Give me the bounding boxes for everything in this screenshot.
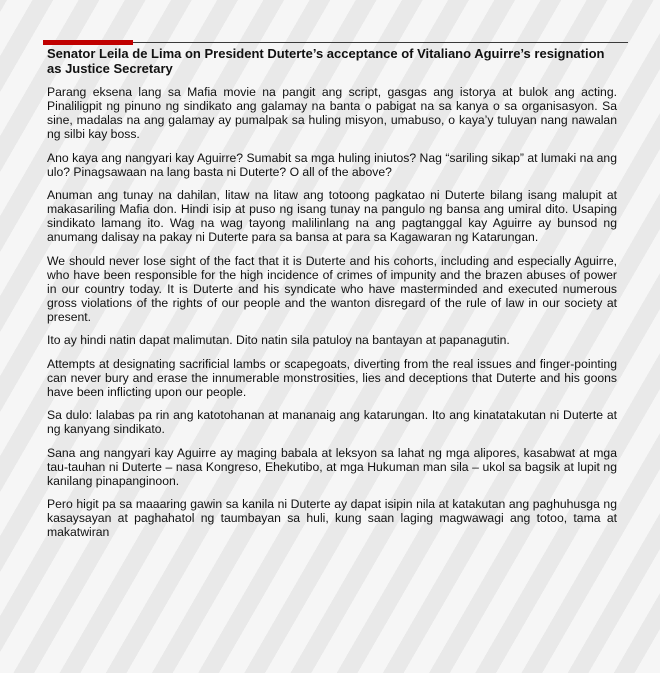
statement-document xyxy=(47,46,617,549)
statement-title: Senator Leila de Lima on President Duterte’s acceptance of Vitaliano Aguirre’s resignation as Justice Secretary xyxy=(47,46,605,76)
paragraph-9: Pero higit pa sa maaaring gawin sa kanila ni Duterte ay dapat isipin nila at katakutan ang paghuhusga ng kasaysayan at paghahatol ng taumbayan sa huli, kung saan laging magwawagi ang totoo, tama at makatwiran xyxy=(47,497,617,539)
paragraph-6: Attempts at designating sacrificial lambs or scapegoats, diverting from the real issues and finger-pointing can never bury and erase the innumerable monstrosities, lies and deceptions that Duterte and his goons have been inflicting upon our people. xyxy=(47,356,617,399)
header-rule xyxy=(133,42,628,43)
paragraph-5: Ito ay hindi natin dapat malimutan. Dito natin sila patuloy na bantayan at papanagutin. xyxy=(47,333,510,347)
red-accent-bar xyxy=(43,40,133,45)
paragraph-4: We should never lose sight of the fact that it is Duterte and his cohorts, including and especially Aguirre, who have been responsible for the high incidence of crimes of impunity and the brazen abuses of power in our country today. It is Duterte and his syndicate who have masterminded and executed numerous gross violations of the rights of our people and the wanton disregard of the rule of law in our society at present. xyxy=(47,253,617,324)
paragraph-3: Anuman ang tunay na dahilan, litaw na litaw ang totoong pagkatao ni Duterte bilang isang malupit at makasariling Mafia don. Hindi isip at puso ng isang tunay na pangulo ng bansa ang umiral dito. Usaping sindikato lamang ito. Wag na wag tayong malilinlang na ang pagtanggal kay Aguirre ay bunsod ng anumang dalisay na pakay ni Duterte para sa bansa at para sa Kagawaran ng Katarungan. xyxy=(47,188,617,244)
paragraph-8: Sana ang nangyari kay Aguirre ay maging babala at leksyon sa lahat ng mga alipores, kasabwat at mga tau-tauhan ni Duterte – nasa Kongreso, Ehekutibo, at mga Hukuman man sila – ukol sa bagsik at lupit ng kanilang pinapanginoon. xyxy=(47,445,617,488)
paragraph-7: Sa dulo: lalabas pa rin ang katotohanan at mananaig ang katarungan. Ito ang kinatatakutan ni Duterte at ng kanyang sindikato. xyxy=(47,408,617,436)
paragraph-1: Parang eksena lang sa Mafia movie na pangit ang script, gasgas ang istorya at bulok ang acting. Pinaliligpit ng pinuno ng sindikato ang galamay na banta o pabigat na sa kanya o sa organisasyon. Sa sine, madalas na ang galamay ay pumalpak sa huling misyon, umabuso, o kaya’y tuluyan nang nawalan ng silbi kay boss. xyxy=(47,85,617,141)
paragraph-2: Ano kaya ang nangyari kay Aguirre? Sumabit sa mga huling iniutos? Nag “sariling sikap” at lumaki na ang ulo? Pinagsawaan na lang basta ni Duterte? O all of the above? xyxy=(47,150,617,179)
